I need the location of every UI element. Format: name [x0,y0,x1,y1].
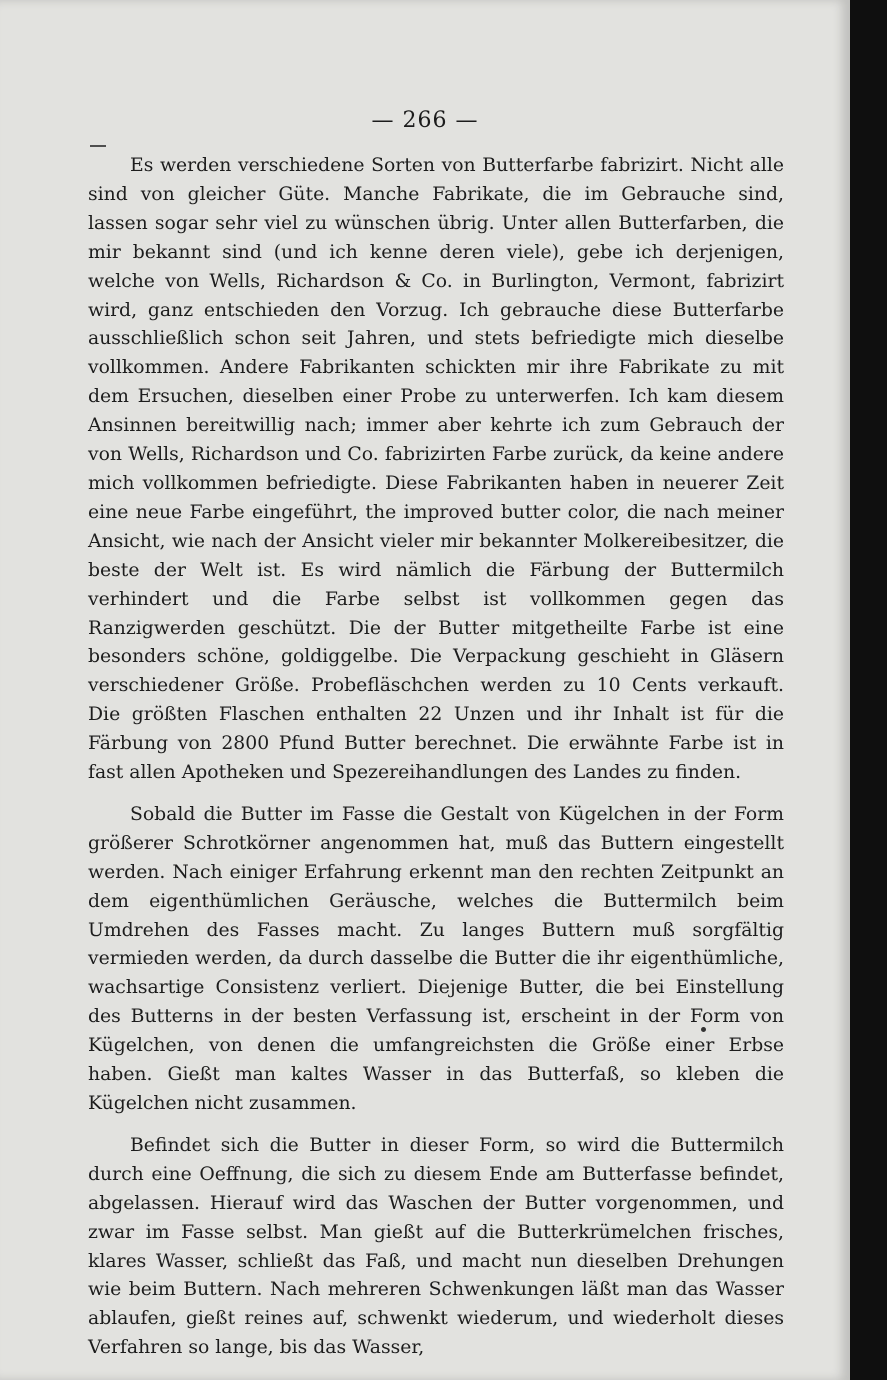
paragraph-butter-color: Es werden verschiedene Sorten von Butterfarbe fabrizirt. Nicht alle sind von gleicher Güte. Manche Fabrikate, die im Gebrauche sind, lassen sogar sehr viel zu wünschen übrig. Unter allen Butterfarben, die mir bekannt sind (und ich kenne deren viele), gebe ich derjenigen, welche von Wells, Richardson & Co. in Burlington, Vermont, fabrizirt wird, ganz entschieden den Vorzug. Ich gebrauche diese Butterfarbe ausschließlich schon seit Jahren, und stets befriedigte mich dieselbe vollkommen. Andere Fabrikanten schickten mir ihre Fabrikate zu mit dem Ersuchen, dieselben einer Probe zu unterwerfen. Ich kam diesem Ansinnen bereitwillig nach; immer aber kehrte ich zum Gebrauch der von Wells, Richardson und Co. fabrizirten Farbe zurück, da keine andere mich vollkommen befriedigte. Diese Fabrikanten haben in neuerer Zeit eine neue Farbe eingeführt, the improved butter color, die nach meiner Ansicht, wie nach der Ansicht vieler mir bekannter Molkereibesitzer, die beste der Welt ist. Es wird nämlich die Färbung der Buttermilch verhindert und die Farbe selbst ist vollkommen gegen das Ranzigwerden geschützt. Die der Butter mitgetheilte Farbe ist eine besonders schöne, goldiggelbe. Die Verpackung geschieht in Gläsern verschiedener Größe. Probefläschchen werden zu 10 Cents verkauft. Die größten Flaschen enthalten 22 Unzen und ihr Inhalt ist für die Färbung von 2800 Pfund Butter berechnet. Die erwähnte Farbe ist in fast allen Apotheken und Spezereihandlungen des Landes zu finden. [88,155,784,784]
body-text [88,152,784,1363]
margin-mark [90,145,106,147]
paragraph-churning-stop: Sobald die Butter im Fasse die Gestalt von Kügelchen in der Form größerer Schrotkörner angenommen hat, muß das Buttern eingestellt werden. Nach einiger Erfahrung erkennt man den rechten Zeitpunkt an dem eigenthümlichen Geräusche, welches die Buttermilch beim Umdrehen des Fasses macht. Zu langes Buttern muß sorgfältig vermieden werden, da durch dasselbe die Butter die ihr eigenthümliche, wachsartige Consistenz verliert. Diejenige Butter, die bei Einstellung des Butterns in der besten Verfassung ist, erscheint in der Form von Kügelchen, von denen die umfangreichsten die Größe einer Erbse haben. Gießt man kaltes Wasser in das Butterfaß, so kleben die Kügelchen nicht zusammen. [88,803,784,1114]
page-number: — 266 — [371,108,479,133]
ink-speck [701,1027,706,1032]
paragraph-washing-butter: Befindet sich die Butter in dieser Form, so wird die Buttermilch durch eine Oeffnung, die sich zu diesem Ende am Butterfasse befindet, abgelassen. Hierauf wird das Waschen der Butter vorgenommen, und zwar im Fasse selbst. Man gießt auf die Butterkrümelchen frisches, klares Wasser, schließt das Faß, und macht nun dieselben Drehungen wie beim Buttern. Nach mehreren Schwenkungen läßt man das Wasser ablaufen, gießt reines auf, schwenkt wiederum, und wiederholt dieses Verfahren so lange, bis das Wasser, [88,1134,784,1359]
